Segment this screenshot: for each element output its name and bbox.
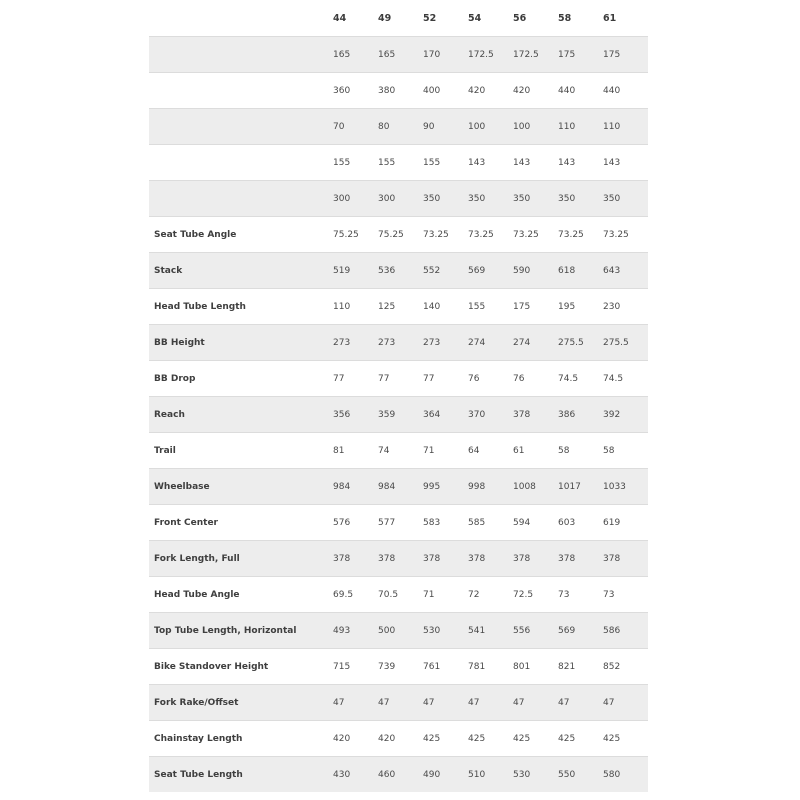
value-cell: 1033 (603, 481, 626, 492)
table-body (149, 36, 648, 792)
value-cell: 1008 (513, 481, 536, 492)
value-cell: 852 (603, 661, 621, 672)
value-cell: 80 (378, 121, 390, 132)
value-cell: 378 (513, 553, 531, 564)
value-cell: 490 (423, 769, 441, 780)
value-cell: 618 (558, 265, 576, 276)
value-cell: 425 (558, 733, 576, 744)
row-values (333, 194, 648, 204)
value-cell: 77 (378, 373, 390, 384)
row-values (333, 518, 648, 528)
row-values (333, 482, 648, 492)
size-header-58: 58 (558, 12, 572, 24)
value-cell: 165 (378, 49, 396, 60)
table-row (149, 504, 648, 540)
row-label: Head Tube Angle (154, 589, 240, 600)
value-cell: 71 (423, 589, 435, 600)
value-cell: 530 (423, 625, 441, 636)
value-cell: 378 (468, 553, 486, 564)
value-cell: 64 (468, 445, 480, 456)
value-cell: 195 (558, 301, 576, 312)
value-cell: 420 (378, 733, 396, 744)
value-cell: 356 (333, 409, 351, 420)
value-cell: 350 (423, 193, 441, 204)
value-cell: 984 (333, 481, 351, 492)
row-label: BB Drop (154, 373, 196, 384)
value-cell: 73.25 (423, 229, 449, 240)
value-cell: 715 (333, 661, 351, 672)
value-cell: 380 (378, 85, 396, 96)
value-cell: 47 (513, 697, 525, 708)
value-cell: 75.25 (333, 229, 359, 240)
size-header-54: 54 (468, 12, 482, 24)
value-cell: 110 (333, 301, 351, 312)
value-cell: 801 (513, 661, 531, 672)
value-cell: 110 (558, 121, 576, 132)
value-cell: 77 (333, 373, 345, 384)
value-cell: 76 (513, 373, 525, 384)
value-cell: 274 (513, 337, 531, 348)
value-cell: 172.5 (513, 49, 539, 60)
row-values (333, 554, 648, 564)
table-row (149, 396, 648, 432)
row-values (333, 770, 648, 780)
value-cell: 274 (468, 337, 486, 348)
row-values (333, 122, 648, 132)
row-values (333, 410, 648, 420)
row-label: Top Tube Length, Horizontal (154, 625, 297, 636)
value-cell: 386 (558, 409, 576, 420)
row-label: Front Center (154, 517, 218, 528)
table-row (149, 180, 648, 216)
value-cell: 619 (603, 517, 621, 528)
row-values (333, 338, 648, 348)
value-cell: 493 (333, 625, 351, 636)
row-values (333, 158, 648, 168)
table-row (149, 252, 648, 288)
value-cell: 81 (333, 445, 345, 456)
table-row (149, 756, 648, 792)
row-values (333, 50, 648, 60)
value-cell: 175 (513, 301, 531, 312)
value-cell: 400 (423, 85, 441, 96)
value-cell: 350 (513, 193, 531, 204)
value-cell: 378 (423, 553, 441, 564)
value-cell: 140 (423, 301, 441, 312)
value-cell: 69.5 (333, 589, 354, 600)
value-cell: 100 (468, 121, 486, 132)
table-row (149, 612, 648, 648)
value-cell: 90 (423, 121, 435, 132)
row-label: BB Height (154, 337, 205, 348)
value-cell: 47 (423, 697, 435, 708)
row-values (333, 302, 648, 312)
size-header-44: 44 (333, 12, 347, 24)
value-cell: 425 (513, 733, 531, 744)
value-cell: 585 (468, 517, 486, 528)
table-row (149, 36, 648, 72)
value-cell: 460 (378, 769, 396, 780)
row-label: Fork Length, Full (154, 553, 240, 564)
value-cell: 360 (333, 85, 351, 96)
value-cell: 364 (423, 409, 441, 420)
value-cell: 420 (513, 85, 531, 96)
value-cell: 125 (378, 301, 396, 312)
value-cell: 61 (513, 445, 525, 456)
row-values (333, 230, 648, 240)
table-row (149, 216, 648, 252)
value-cell: 155 (333, 157, 351, 168)
value-cell: 550 (558, 769, 576, 780)
value-cell: 425 (468, 733, 486, 744)
value-cell: 230 (603, 301, 621, 312)
value-cell: 155 (468, 301, 486, 312)
value-cell: 603 (558, 517, 576, 528)
value-cell: 70 (333, 121, 345, 132)
row-values (333, 698, 648, 708)
value-cell: 781 (468, 661, 486, 672)
row-label: Wheelbase (154, 481, 210, 492)
value-cell: 73.25 (468, 229, 494, 240)
value-cell: 594 (513, 517, 531, 528)
value-cell: 47 (558, 697, 570, 708)
row-label: Bike Standover Height (154, 661, 269, 672)
value-cell: 998 (468, 481, 486, 492)
size-header-row (149, 0, 648, 36)
value-cell: 58 (603, 445, 615, 456)
size-header-cells (333, 13, 648, 24)
value-cell: 392 (603, 409, 621, 420)
value-cell: 175 (558, 49, 576, 60)
value-cell: 143 (558, 157, 576, 168)
value-cell: 430 (333, 769, 351, 780)
table-row (149, 468, 648, 504)
table-row (149, 432, 648, 468)
value-cell: 821 (558, 661, 576, 672)
value-cell: 100 (513, 121, 531, 132)
value-cell: 175 (603, 49, 621, 60)
table-row (149, 144, 648, 180)
value-cell: 273 (378, 337, 396, 348)
value-cell: 761 (423, 661, 441, 672)
row-values (333, 446, 648, 456)
value-cell: 378 (333, 553, 351, 564)
row-label: Seat Tube Angle (154, 229, 237, 240)
value-cell: 583 (423, 517, 441, 528)
value-cell: 586 (603, 625, 621, 636)
value-cell: 440 (558, 85, 576, 96)
value-cell: 73.25 (558, 229, 584, 240)
value-cell: 155 (423, 157, 441, 168)
value-cell: 155 (378, 157, 396, 168)
table-row (149, 108, 648, 144)
value-cell: 74.5 (603, 373, 624, 384)
row-label: Stack (154, 265, 183, 276)
value-cell: 143 (468, 157, 486, 168)
value-cell: 420 (468, 85, 486, 96)
value-cell: 420 (333, 733, 351, 744)
row-label: Seat Tube Length (154, 769, 243, 780)
value-cell: 577 (378, 517, 396, 528)
value-cell: 370 (468, 409, 486, 420)
value-cell: 74 (378, 445, 390, 456)
value-cell: 47 (468, 697, 480, 708)
value-cell: 143 (513, 157, 531, 168)
value-cell: 995 (423, 481, 441, 492)
value-cell: 143 (603, 157, 621, 168)
value-cell: 110 (603, 121, 621, 132)
value-cell: 519 (333, 265, 351, 276)
row-values (333, 266, 648, 276)
row-values (333, 86, 648, 96)
value-cell: 378 (513, 409, 531, 420)
value-cell: 425 (603, 733, 621, 744)
value-cell: 359 (378, 409, 396, 420)
value-cell: 350 (558, 193, 576, 204)
value-cell: 378 (558, 553, 576, 564)
value-cell: 425 (423, 733, 441, 744)
row-label: Reach (154, 409, 185, 420)
value-cell: 739 (378, 661, 396, 672)
value-cell: 569 (468, 265, 486, 276)
size-header-56: 56 (513, 12, 527, 24)
table-row (149, 648, 648, 684)
value-cell: 165 (333, 49, 351, 60)
value-cell: 47 (378, 697, 390, 708)
table-row (149, 288, 648, 324)
row-label: Chainstay Length (154, 733, 243, 744)
row-values (333, 662, 648, 672)
value-cell: 170 (423, 49, 441, 60)
value-cell: 275.5 (558, 337, 584, 348)
value-cell: 273 (423, 337, 441, 348)
row-values (333, 734, 648, 744)
value-cell: 984 (378, 481, 396, 492)
size-header-61: 61 (603, 12, 617, 24)
table-row (149, 720, 648, 756)
value-cell: 273 (333, 337, 351, 348)
value-cell: 47 (333, 697, 345, 708)
size-header-52: 52 (423, 12, 437, 24)
value-cell: 73 (603, 589, 615, 600)
value-cell: 510 (468, 769, 486, 780)
table-row (149, 576, 648, 612)
value-cell: 1017 (558, 481, 581, 492)
value-cell: 378 (603, 553, 621, 564)
row-values (333, 626, 648, 636)
value-cell: 300 (378, 193, 396, 204)
value-cell: 350 (468, 193, 486, 204)
value-cell: 580 (603, 769, 621, 780)
value-cell: 72 (468, 589, 480, 600)
value-cell: 73.25 (603, 229, 629, 240)
value-cell: 530 (513, 769, 531, 780)
size-header-49: 49 (378, 12, 392, 24)
value-cell: 172.5 (468, 49, 494, 60)
value-cell: 440 (603, 85, 621, 96)
row-values (333, 374, 648, 384)
value-cell: 70.5 (378, 589, 399, 600)
value-cell: 590 (513, 265, 531, 276)
value-cell: 77 (423, 373, 435, 384)
table-row (149, 684, 648, 720)
value-cell: 76 (468, 373, 480, 384)
value-cell: 556 (513, 625, 531, 636)
value-cell: 350 (603, 193, 621, 204)
value-cell: 576 (333, 517, 351, 528)
table-row (149, 540, 648, 576)
row-label: Head Tube Length (154, 301, 246, 312)
row-label: Trail (154, 445, 176, 456)
table-row (149, 72, 648, 108)
value-cell: 72.5 (513, 589, 534, 600)
value-cell: 536 (378, 265, 396, 276)
value-cell: 74.5 (558, 373, 579, 384)
table-row (149, 324, 648, 360)
value-cell: 73 (558, 589, 570, 600)
value-cell: 58 (558, 445, 570, 456)
value-cell: 71 (423, 445, 435, 456)
value-cell: 643 (603, 265, 621, 276)
value-cell: 552 (423, 265, 441, 276)
value-cell: 73.25 (513, 229, 539, 240)
value-cell: 300 (333, 193, 351, 204)
value-cell: 275.5 (603, 337, 629, 348)
value-cell: 569 (558, 625, 576, 636)
row-label: Fork Rake/Offset (154, 697, 239, 708)
value-cell: 541 (468, 625, 486, 636)
table-row (149, 360, 648, 396)
value-cell: 500 (378, 625, 396, 636)
row-values (333, 590, 648, 600)
value-cell: 75.25 (378, 229, 404, 240)
value-cell: 378 (378, 553, 396, 564)
geometry-table (149, 0, 648, 792)
value-cell: 47 (603, 697, 615, 708)
